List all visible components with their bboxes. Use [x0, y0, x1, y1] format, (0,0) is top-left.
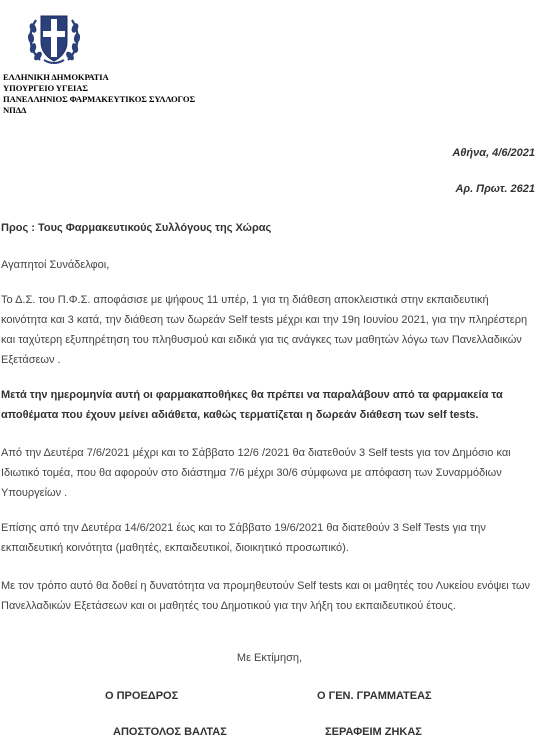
issuer-line-republic: ΕΛΛΗΝΙΚΗ ΔΗΜΟΚΡΑΤΙΑ: [3, 72, 109, 82]
greeting: Αγαπητοί Συνάδελφοι,: [1, 259, 110, 271]
signatory-name-president: ΑΠΟΣΤΟΛΟΣ ΒΑΛΤΑΣ: [113, 726, 227, 738]
signatory-title-president: Ο ΠΡΟΕΔΡΟΣ: [105, 690, 179, 702]
issuer-line-ministry: ΥΠΟΥΡΓΕΙΟ ΥΓΕΙΑΣ: [3, 83, 88, 93]
greek-coat-of-arms-icon: [26, 8, 82, 66]
issuer-line-association: ΠΑΝΕΛΛΗΝΙΟΣ ΦΑΡΜΑΚΕΥΤΙΚΟΣ ΣΥΛΛΟΓΟΣ: [3, 94, 196, 104]
paragraph-education: Επίσης από την Δευτέρα 14/6/2021 έως και το Σάββατο 19/6/2021 θα διατεθούν 3 Self Tests για την εκπαιδευτική κοινότητα (μαθητές, εκπαιδευτικοί, διοικητικό προσωπικό).: [1, 522, 486, 554]
paragraph-public-private: Από την Δευτέρα 7/6/2021 μέχρι και το Σάββατο 12/6 /2021 θα διατεθούν 3 Self tests για τον Δημόσιο και Ιδιωτικό τομέα, που θα αφορούν στο διάστημα 7/6 μέχρι 30/6 σύμφωνα με απόφαση των Συναρμόδιων Υπουργείων .: [1, 447, 511, 499]
recipient-line: Προς : Τους Φαρμακευτικούς Συλλόγους της Χώρας: [1, 222, 272, 234]
paragraph-stock-return: Μετά την ημερομηνία αυτή οι φαρμακαποθήκες θα πρέπει να παραλάβουν από τα φαρμακεία τα αποθέματα που έχουν μείνει αδιάθετα, καθώς τερματίζεται η δωρεάν διάθεση των self tests.: [1, 389, 503, 421]
paragraph-decision: Το Δ.Σ. του Π.Φ.Σ. αποφάσισε με ψήφους 11 υπέρ, 1 για τη διάθεση αποκλειστικά στην εκπαιδευτική κοινότητα και 3 κατά, την διάθεση των δωρεάν Self tests μέχρι και την 19η Ιουνίου 2021, για την πληρέστερη και ταχύτερη εξυπηρέτηση του πληθυσμού και ειδικά για τις ανάγκες των μαθητών λόγω των Πανελλαδικών Εξετάσεων .: [1, 294, 528, 366]
paragraph-students: Με τον τρόπο αυτό θα δοθεί η δυνατότητα να προμηθευτούν Self tests και οι μαθητές του Λυκείου ενόψει των Πανελλαδικών Εξετάσεων και οι μαθητές του Δημοτικού για την λήξη του εκπαιδευτικού έτους.: [1, 580, 531, 612]
protocol-number: Αρ. Πρωτ. 2621: [455, 183, 535, 195]
letter-date: Αθήνα, 4/6/2021: [452, 147, 535, 159]
closing-salutation: Με Εκτίμηση,: [236, 652, 303, 664]
signatory-name-secretary: ΣΕΡΑΦΕΙΜ ΖΗΚΑΣ: [325, 726, 422, 738]
issuer-line-legal-form: ΝΠΔΔ: [3, 105, 27, 115]
issuer-block: [3, 72, 195, 116]
signatory-title-secretary: Ο ΓΕΝ. ΓΡΑΜΜΑΤΕΑΣ: [317, 690, 432, 702]
